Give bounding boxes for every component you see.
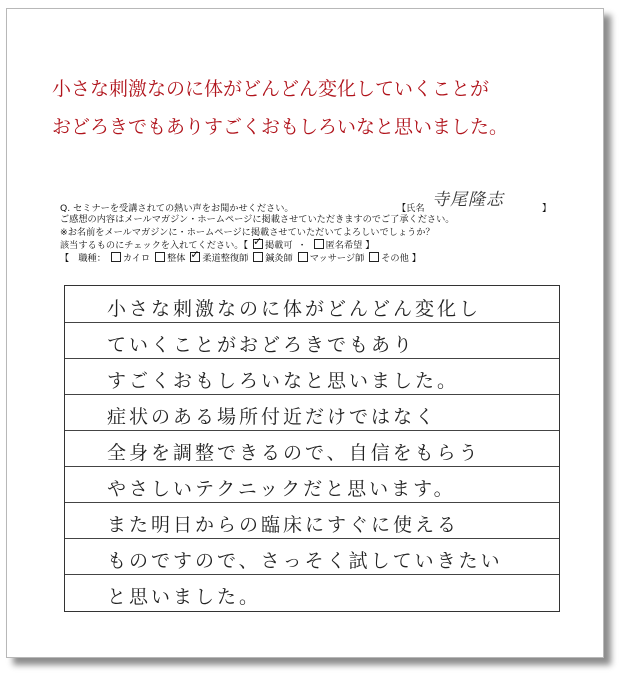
occupation-checkbox-acupuncture[interactable] <box>253 252 263 262</box>
ruled-line <box>65 574 559 575</box>
occupation-chiro-label: カイロ <box>122 253 151 264</box>
occupation-label: 【 職種： <box>60 253 106 264</box>
ruled-line <box>65 358 559 359</box>
ruled-line <box>65 466 559 467</box>
occupation-checkbox-massage[interactable] <box>298 252 308 262</box>
headline <box>52 70 582 146</box>
anonymous-checkbox[interactable] <box>314 239 324 249</box>
handwritten-line: 小さな刺激なのに体がどんどん変化し <box>107 298 482 320</box>
question-row <box>60 190 560 214</box>
check-prompt: 該当するものにチェックを入れてください。【 <box>60 240 249 251</box>
question-text: Q. セミナーを受講されての熱い声をお聞かせください。 <box>60 203 294 214</box>
occupation-checkbox-other[interactable] <box>369 252 379 262</box>
notice-row-1 <box>60 213 560 226</box>
publish-ok-label: 掲載可 <box>264 240 293 251</box>
occupation-seitai-label: 整体 <box>167 253 186 264</box>
occupation-other-label: その他 <box>381 253 409 264</box>
handwritten-line: ものですので、さっそく試していきたい <box>107 550 503 572</box>
publish-close-bracket: 】 <box>365 240 375 251</box>
occupation-checkbox-seitai[interactable] <box>155 252 165 262</box>
ruled-line <box>65 430 559 431</box>
occupation-checkbox-chiro[interactable] <box>111 252 121 262</box>
publish-separator: ・ <box>297 240 307 251</box>
occupation-massage-label: マッサージ師 <box>309 253 365 264</box>
occupation-row <box>60 252 560 265</box>
handwritten-line: すごくおもしろいなと思いました。 <box>107 370 460 392</box>
notice-text-1: ご感想の内容はメールマガジン・ホームページに掲載させていただきますのでご了承ください。 <box>60 214 455 225</box>
handwritten-line: 全身を調整できるので、自信をもらう <box>107 442 481 464</box>
ruled-line <box>65 322 559 323</box>
publish-row <box>60 239 560 252</box>
anonymous-label: 匿名希望 <box>325 240 363 251</box>
ruled-line <box>65 538 559 539</box>
headline-line-2: おどろきでもありすごくおもしろいなと思いました。 <box>52 116 509 138</box>
handwritten-line: 症状のある場所付近だけではなく <box>107 406 438 428</box>
feedback-form-header <box>60 190 560 265</box>
handwritten-line: また明日からの臨床にすぐに使える <box>107 514 460 536</box>
name-close-bracket: 】 <box>542 203 552 214</box>
notice-row-2 <box>60 226 560 239</box>
headline-line-1: 小さな刺激なのに体がどんどん変化していくことが <box>52 78 490 100</box>
publish-ok-checkbox[interactable] <box>253 239 263 249</box>
ruled-line <box>65 394 559 395</box>
occupation-checkbox-judo[interactable] <box>190 252 200 262</box>
handwritten-line: ていくことがおどろきでもあり <box>107 334 416 356</box>
notice-text-2: ※お名前をメールマガジンに・ホームページに掲載させていただいてよろしいでしょうか？ <box>60 227 435 238</box>
handwritten-line: と思いました。 <box>107 586 262 608</box>
name-label: 【氏名 <box>397 203 425 214</box>
handwritten-comment-box <box>64 285 560 612</box>
occupation-close-bracket: 】 <box>411 253 421 264</box>
name-signature: 寺尾隆志 <box>432 190 504 210</box>
handwritten-line: やさしいテクニックだと思います。 <box>107 478 456 500</box>
occupation-acupuncture-label: 鍼灸師 <box>265 253 293 264</box>
ruled-line <box>65 502 559 503</box>
occupation-judo-label: 柔道整復師 <box>202 253 249 264</box>
